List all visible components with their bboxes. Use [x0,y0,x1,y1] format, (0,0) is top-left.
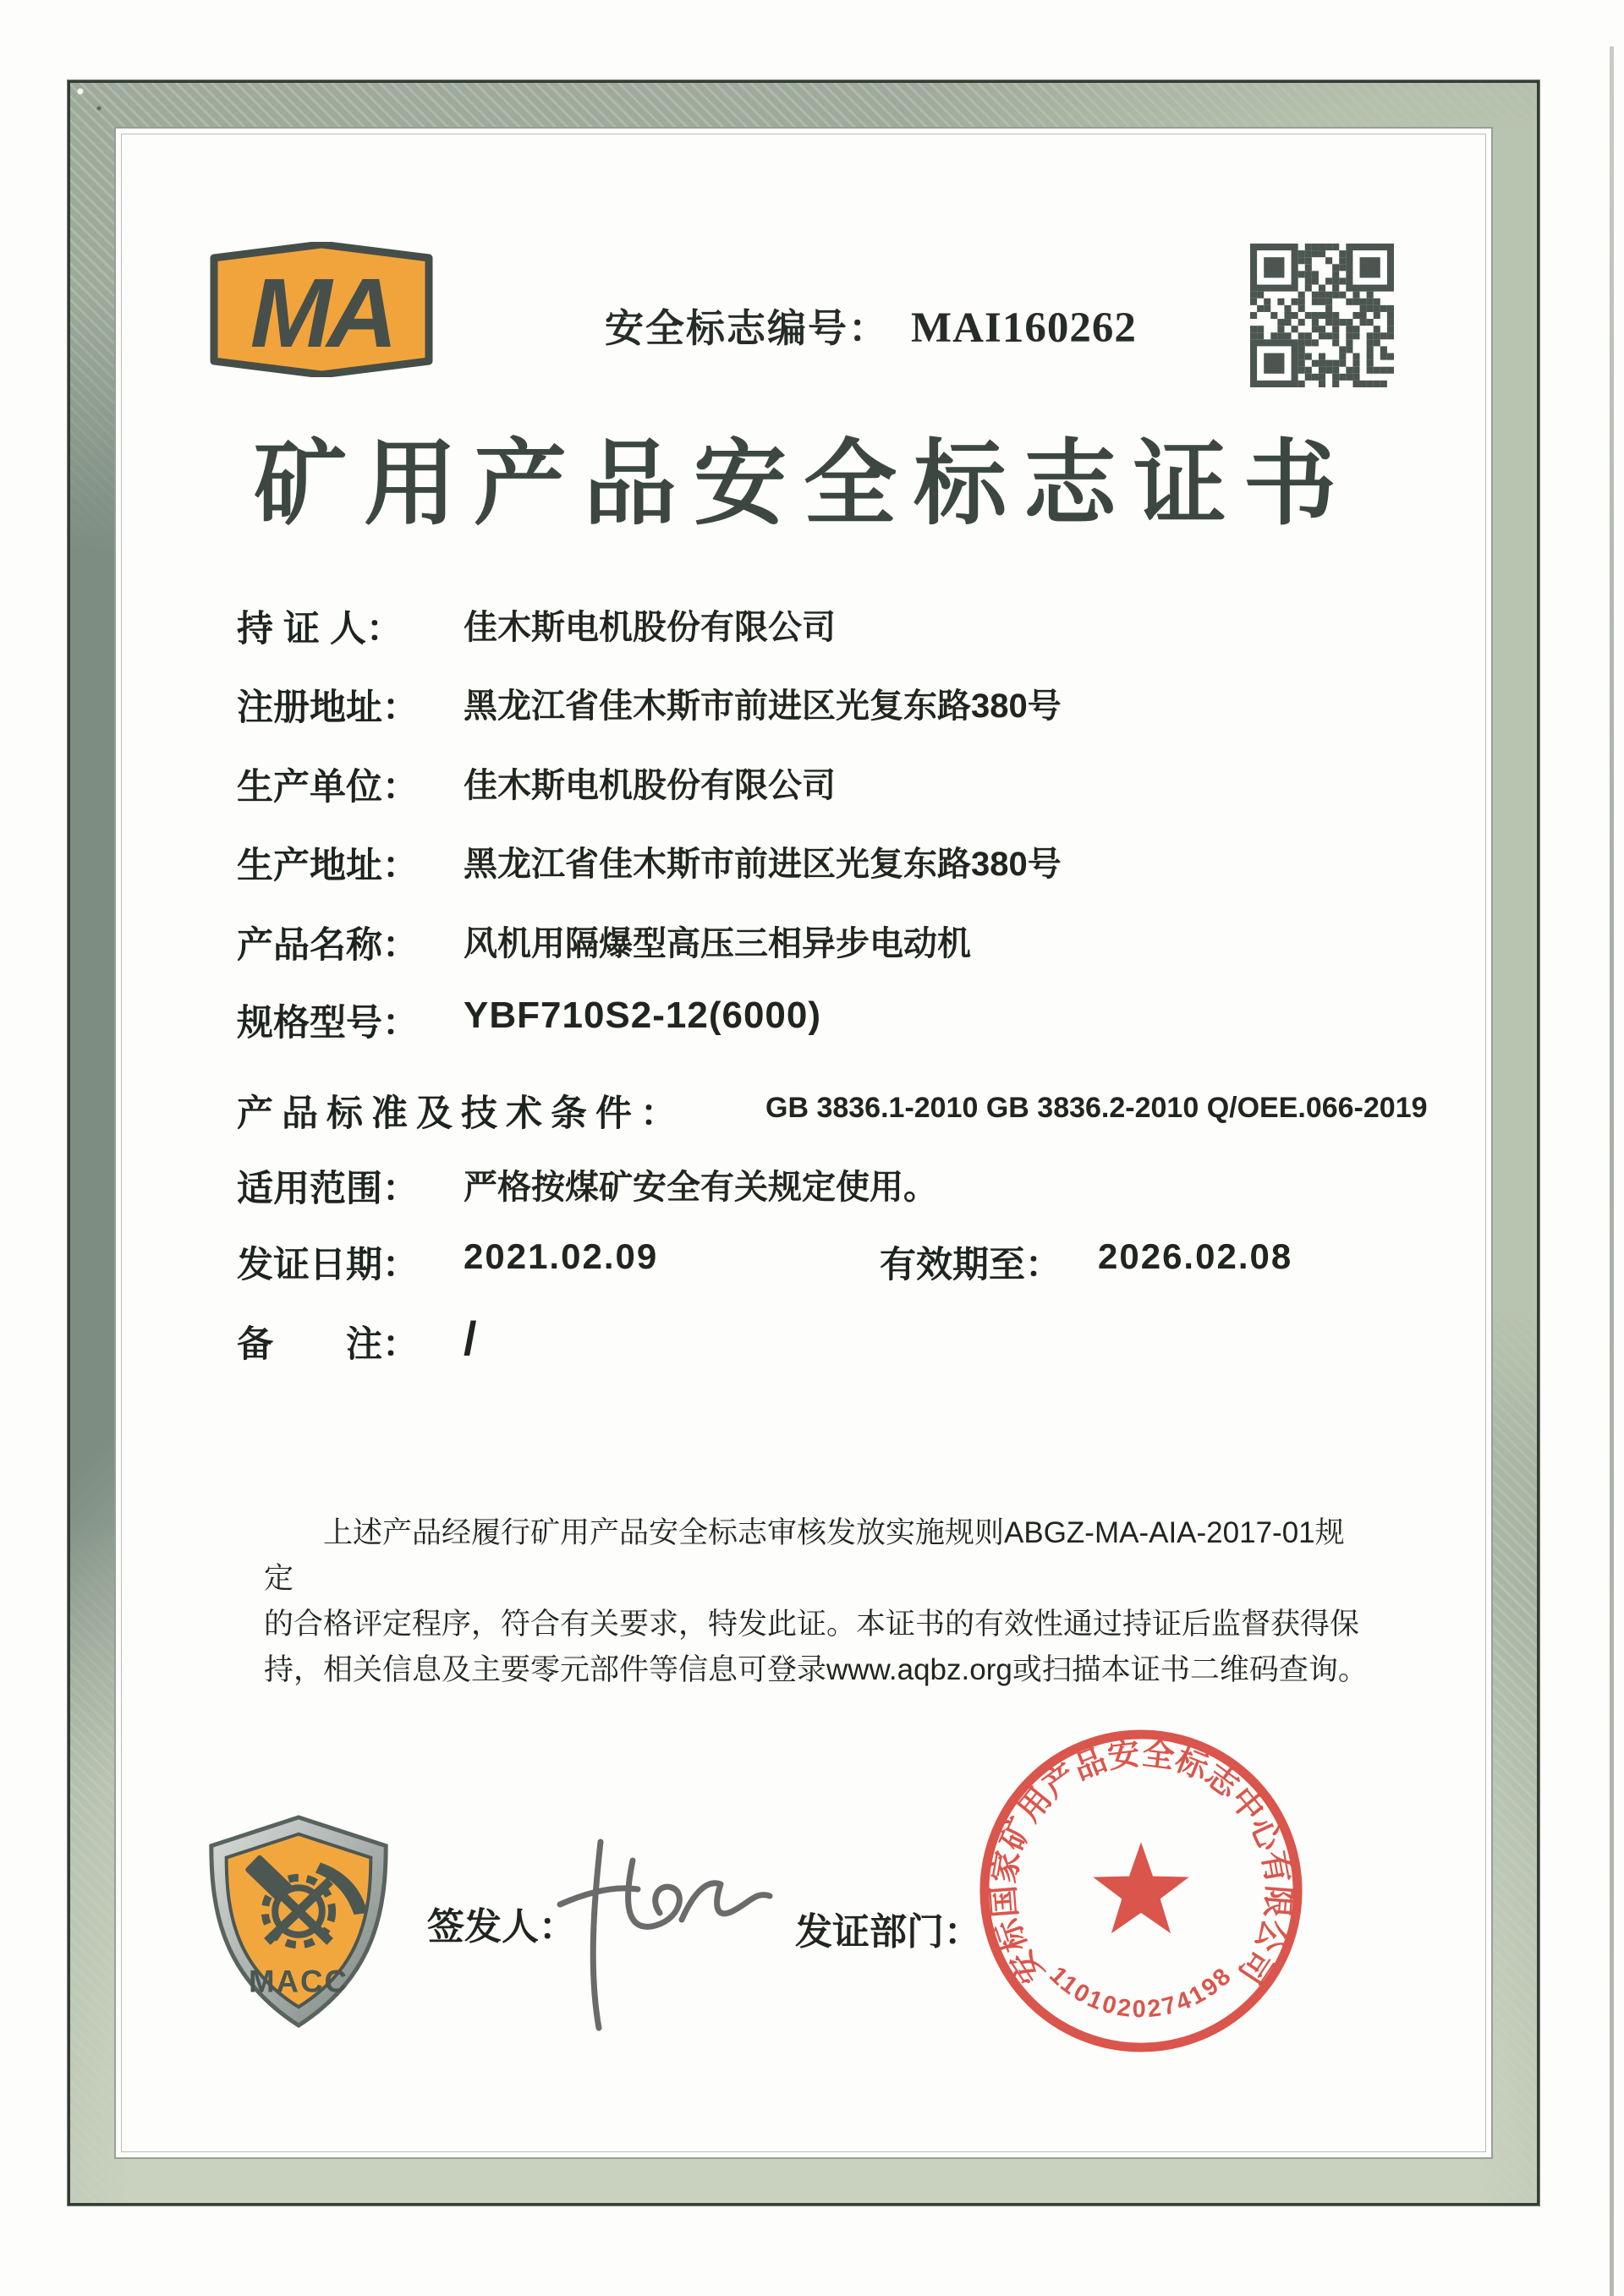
field-row-holder [0,600,1624,648]
svg-text:1101020274198 [1044,1961,1237,2023]
field-row-production-address [0,837,1624,885]
field-value: 严格按煤矿安全有关规定使用。 [464,1169,937,1206]
field-value: 佳木斯电机股份有限公司 [464,767,836,804]
field-value: 风机用隔爆型高压三相异步电动机 [464,925,971,962]
valid-until-label: 有效期至： [880,1245,1062,1285]
field-row-scope [0,1160,1624,1208]
field-value: 黑龙江省佳木斯市前进区光复东路380号 [464,688,1062,725]
remark-label: 备 注： [237,1324,419,1365]
macc-shield-text: MACC [248,1964,349,1999]
scanned-page-edge [1610,47,1614,2296]
safety-mark-number-value: MAI160262 [911,304,1137,352]
valid-until-value: 2026.02.08 [1098,1236,1293,1276]
issue-date-label: 发证日期： [237,1245,419,1285]
certificate-qr-code [1250,244,1394,387]
macc-shield-logo [197,1812,400,2030]
field-label: 适用范围： [237,1169,419,1209]
issue-date-value: 2021.02.09 [464,1236,659,1276]
signer-label: 签发人： [427,1906,576,1948]
field-row-remark [0,1312,1624,1365]
field-value: GB 3836.1-2010 GB 3836.2-2010 Q/OEE.066-2019 [765,1092,1428,1124]
statement-line: 持，相关信息及主要零元部件等信息可登录www.aqbz.org或扫描本证书二维码查询。 [264,1653,1368,1686]
seal-star [1093,1842,1189,1933]
field-value: YBF710S2-12(6000) [464,995,822,1036]
safety-mark-number-line [605,298,1137,353]
remark-value: / [464,1312,477,1365]
field-label: 生产地址： [237,846,419,886]
issuing-department-label: 发证部门： [795,1911,981,1953]
field-row-registered-address [0,679,1624,726]
official-red-seal [973,1723,1309,2059]
certificate-title: 矿用产品安全标志证书 [254,433,1353,536]
field-value: 佳木斯电机股份有限公司 [464,609,836,646]
field-label: 持 证 人： [237,609,403,649]
ma-badge-letters: MA [250,258,393,368]
seal-serial-number: 1101020274198 [1044,1961,1238,2024]
field-row-manufacturer [0,759,1624,806]
statement-line: 上述产品经履行矿用产品安全标志审核发放实施规则ABGZ-MA-AIA-2017-01规定 [264,1516,1345,1595]
field-row-dates [0,1236,1624,1284]
field-label: 注册地址： [237,688,419,728]
field-label: 产品标准及技术条件： [237,1093,685,1134]
safety-mark-number-label: 安全标志编号： [605,306,889,350]
field-row-model [0,995,1624,1042]
issuer-signature [531,1801,785,2047]
field-value: 黑龙江省佳木斯市前进区光复东路380号 [464,846,1062,883]
ma-mining-safety-logo [210,242,433,377]
field-label: 规格型号： [237,1003,419,1044]
field-label: 生产单位： [237,767,419,808]
field-row-product-name [0,917,1624,964]
seal-ring-text: 安标国家矿用产品安全标志中心有限公司 [985,1735,1297,1990]
statement-line: 的合格评定程序，符合有关要求，特发此证。本证书的有效性通过持证后监督获得保 [264,1608,1360,1641]
field-row-standards [0,1085,1624,1132]
certificate-statement [264,1510,1372,1693]
field-label: 产品名称： [237,925,419,966]
